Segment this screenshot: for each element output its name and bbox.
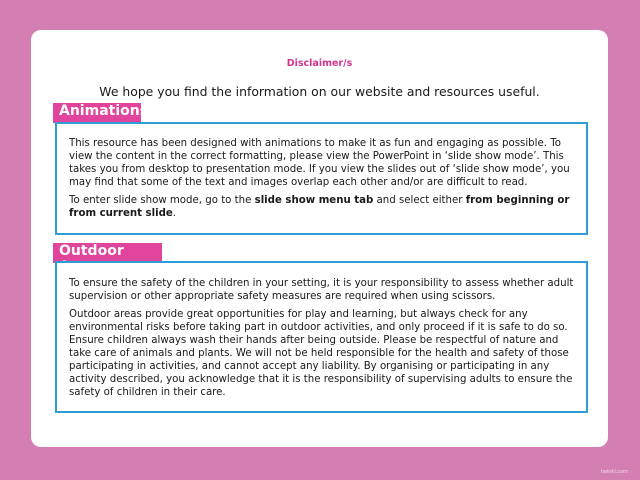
outdoor-paragraph-1: To ensure the safety of the children in your setting, it is your responsibility to assess whether adult supervision or other appropriate safety measures are required when using scissors.	[69, 278, 574, 302]
animations-paragraph-1: This resource has been designed with animations to make it as fun and engaging as possible. To view the content in the correct formatting, please view the PowerPoint in ‘slide show mode’. This takes you from desktop to presentation mode. If you view the slides out of ‘slide show mode’, you may find that some of the text and images overlap each other and/or are difficult to read.	[69, 138, 570, 188]
animations-section-tab: Animations	[53, 103, 141, 123]
animations-p2-text-1: To enter slide show mode, go to the	[69, 195, 255, 206]
animations-paragraph-2	[69, 194, 574, 220]
slide-show-menu-tab-text: slide show menu tab	[254, 195, 374, 206]
intro-text: We hope you find the information on our website and resources useful.	[99, 84, 540, 99]
animations-p2-text-2: and select either	[373, 195, 466, 206]
from-beginning-text: from beginning or from current slide	[69, 195, 570, 219]
animations-p2-text-3: .	[172, 208, 177, 219]
page-title: Disclaimer/s	[286, 58, 353, 69]
outdoor-areas-section-tab: Outdoor	[53, 243, 162, 263]
animations-section-box	[55, 122, 588, 235]
disclaimer-card	[31, 30, 608, 447]
outdoor-areas-section-box	[55, 261, 588, 413]
outdoor-paragraph-2: Outdoor areas provide great opportunities for play and learning, but always check for any environmental risks before taking part in outdoor activities, and only proceed if it is safe to do so. Ensure children always wash their hands after being outside. Please be respectful of nature and take care of animals and plants. We will not be held responsible for the health and safety of those participating in activities, and cannot accept any liability. By organising or participating in any activity described, you acknowledge that it is the responsibility of supervising adults to ensure the safety of children in their care.	[69, 309, 573, 398]
watermark-text: twinkl.com	[600, 469, 628, 475]
